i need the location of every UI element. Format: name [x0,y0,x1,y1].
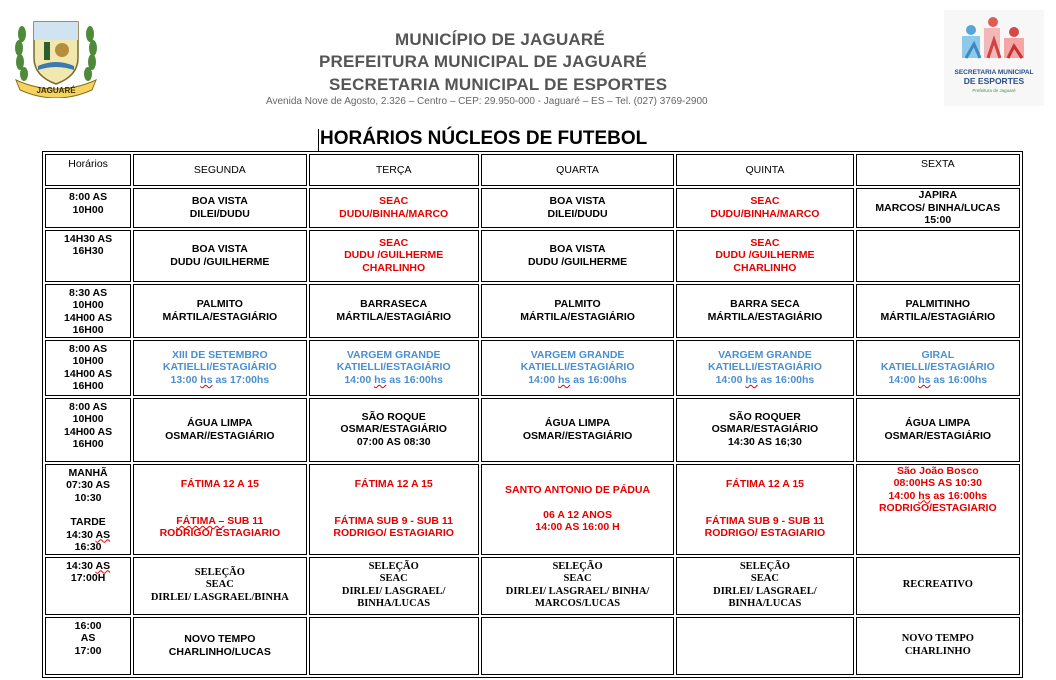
cell-line: DUDU /GUILHERME [170,255,270,268]
cell-line: 10H00 [72,413,104,425]
column-header-horarios: Horários [45,154,131,186]
schedule-cell-sexta [856,464,1020,555]
cell-line: TARDE [70,516,106,528]
cell-line: MÁRTILA/ESTAGIÁRIO [336,310,452,323]
cell-line: FÁTIMA – SUB 11 [176,514,264,527]
cell-line: ÁGUA LIMPA [544,417,611,429]
schedule-cell-quarta [481,464,674,555]
cell-line: KATIELLI/ESTAGIÁRIO [520,361,635,374]
blank-line [678,503,851,515]
cell-line: SEAC [750,573,779,584]
table-row [45,284,1020,338]
cell-line: AS [80,632,96,644]
table-row [45,230,1020,282]
cell-line: DILEI/DUDU [189,207,250,220]
blank-line [483,497,672,509]
cell-line: CHARLINHO [904,645,971,657]
time-cell [45,617,131,675]
cell-line: OSMAR/ESTAGIÁRIO [340,423,447,436]
cell-line: BOA VISTA [549,195,606,208]
cell-line: SELEÇÃO [368,560,419,572]
cell-line: 16:30 [74,541,102,553]
cell-line: SEAC [750,236,780,249]
cell-line: 14H00 AS [64,311,113,324]
time-cell [45,340,131,396]
schedule-cell-quinta [676,398,853,462]
cell-line: SÃO ROQUE [361,410,426,423]
cell-line: 08:00HS AS 10:30 [893,477,982,489]
cell-line: RODRIGO/ ESTAGIARIO [159,527,281,540]
column-header-quinta: QUINTA [676,154,853,186]
cell-line: 10H00 [72,355,104,367]
prefecture-heading: PREFEITURA MUNICIPAL DE JAGUARÉ [319,52,647,71]
cell-line: 14:30 AS [66,528,111,541]
cell-line: KATIELLI/ESTAGIÁRIO [707,361,822,374]
cell-line: SEAC [379,236,409,249]
cell-line: 16H00 [72,438,104,450]
cell-line: 16:00 [74,619,102,632]
cell-line: 15:00 [924,214,952,226]
cell-line: MANHÃ [68,466,108,479]
schedule-cell-quinta [676,230,853,282]
coat-of-arms-icon [10,14,102,98]
table-row [45,188,1020,228]
cell-line: 13:00 hs as 17:00hs [170,373,270,386]
cell-line: OSMAR/ESTAGIÁRIO [884,429,992,442]
schedule-cell-quarta [481,284,674,338]
cell-line: RECREATIVO [902,579,973,591]
cell-line: 10:30 [74,491,102,504]
cell-line: GIRAL [921,348,955,361]
cell-line: 14:00 hs as 16:00hs [888,489,988,502]
cell-line: NOVO TEMPO [184,633,256,645]
cell-line: BOA VISTA [549,243,606,255]
cell-line: MÁRTILA/ESTAGIÁRIO [707,310,823,323]
cell-line: FÁTIMA SUB 9 - SUB 11 [705,514,825,527]
svg-text:JAGUARÉ: JAGUARÉ [36,86,76,95]
cell-line: 07:30 AS [66,479,111,491]
cell-line: DUDU/BINHA/MARCO [339,207,449,220]
schedule-cell-quinta [676,188,853,228]
cell-line: MÁRTILA/ESTAGIÁRIO [162,310,278,323]
cell-line: 8:00 AS [69,191,108,203]
cell-line: BARRASECA [360,298,428,310]
schedule-cell-terca [309,557,479,615]
municipality-heading: MUNICÍPIO DE JAGUARÉ [395,30,605,49]
cell-line: 06 A 12 ANOS [543,508,612,521]
cell-line: SELEÇÃO [194,566,245,578]
cell-line: 14:00 hs as 16:00hs [715,373,815,386]
spellcheck-mark: FÁTIMA – [176,514,225,527]
schedule-cell-segunda [133,188,306,228]
cell-line: MARCOS/ BINHA/LUCAS [875,201,1001,214]
schedule-cell-quinta [676,340,853,396]
schedule-cell-sexta [856,617,1020,675]
cell-line: DILEI/DUDU [547,207,608,220]
cell-line: BARRA SECA [730,298,800,310]
schedule-cell-terca [309,188,479,228]
cell-line: SEAC [750,195,780,208]
cell-line: 14:00 hs as 16:00hs [528,373,627,386]
cell-line: 14H30 AS [64,232,113,245]
cell-line: BOA VISTA [191,195,248,208]
schedule-cell-sexta [856,188,1020,228]
cell-line: 16H00 [72,380,104,392]
sports-secretariat-logo-icon [944,10,1044,106]
time-cell [45,230,131,282]
cell-line: DIRLEI/ LASGRAEL/ BINHA/ [505,585,650,597]
cell-line: RODRIGO/ ESTAGIARIO [333,527,454,540]
cell-line: JAPIRA [918,189,958,201]
cell-line: PALMITO [196,298,243,310]
schedule-cell-terca [309,464,479,555]
document-title: HORÁRIOS NÚCLEOS DE FUTEBOL [320,128,648,149]
time-cell [45,188,131,228]
cell-line: CHARLINHO/LUCAS [168,645,271,658]
schedule-cell-terca [309,230,479,282]
cell-line: BOA VISTA [191,243,248,255]
spellcheck-mark: hs [918,489,931,502]
text-cursor [318,129,319,151]
cell-line: São João Bosco [896,464,979,477]
table-row [45,557,1020,615]
cell-line: VARGEM GRANDE [346,348,441,361]
table-row [45,464,1020,555]
schedule-cell-terca [309,617,479,675]
cell-line: DUDU/BINHA/MARCO [710,207,820,220]
cell-line: DUDU /GUILHERME [715,249,815,262]
cell-line: BINHA/LUCAS [728,598,802,609]
cell-line: DUDU /GUILHERME [527,255,628,268]
cell-line: 10H00 [72,203,104,216]
cell-line: SANTO ANTONIO DE PÁDUA [505,484,651,497]
cell-line: DIRLEI/ LASGRAEL/ [713,585,817,597]
schedule-cell-quarta [481,557,674,615]
spellcheck-mark: AS [95,528,111,541]
cell-line: SEAC [379,195,409,208]
cell-line: MÁRTILA/ESTAGIÁRIO [520,310,635,323]
table-row [45,398,1020,462]
time-cell [45,464,131,555]
cell-line: RODRIGO/ESTAGIARIO [878,502,997,514]
svg-text:Prefeitura de Jaguaré: Prefeitura de Jaguaré [972,88,1016,93]
cell-line: 14:00 AS 16:00 H [535,521,620,534]
svg-text:SECRETARIA MUNICIPAL: SECRETARIA MUNICIPAL [954,69,1034,76]
schedule-cell-quarta [481,398,674,462]
schedule-cell-segunda [133,557,306,615]
cell-line: VARGEM GRANDE [530,348,625,361]
schedule-cell-quinta [676,464,853,555]
table-row [45,340,1020,396]
schedule-cell-quinta [676,557,853,615]
spellcheck-mark: hs [374,373,387,386]
blank-line [135,491,304,503]
schedule-cell-segunda [133,340,306,396]
column-header-segunda: SEGUNDA [133,154,306,186]
cell-line: 14H00 AS [64,425,113,438]
cell-line: CHARLINHO [733,261,797,274]
blank-line [311,491,477,503]
table-row [45,617,1020,675]
column-header-sexta: SEXTA [856,154,1020,186]
cell-line: 8:00 AS [69,400,108,413]
cell-line: VARGEM GRANDE [718,348,812,361]
spellcheck-mark: hs [558,373,571,386]
time-cell [45,284,131,338]
schedule-cell-sexta [856,340,1020,396]
cell-line: 16H00 [72,324,104,336]
cell-line: ÁGUA LIMPA [187,417,253,429]
schedule-cell-segunda [133,230,306,282]
cell-line: 17:00H [70,572,106,584]
cell-line: KATIELLI/ESTAGIÁRIO [162,361,277,374]
cell-line: 14:30 AS [66,559,111,572]
schedule-cell-segunda [133,617,306,675]
spellcheck-mark: hs [200,373,213,386]
cell-line: BINHA/LUCAS [357,598,431,609]
cell-line: ÁGUA LIMPA [905,417,971,429]
cell-line: RODRIGO/ ESTAGIARIO [704,527,826,540]
schedule-cell-segunda [133,464,306,555]
cell-line: OSMAR//ESTAGIÁRIO [522,429,633,442]
cell-line: MARCOS/LUCAS [534,598,621,609]
schedule-cell-sexta [856,284,1020,338]
cell-line: 14H00 AS [64,367,113,380]
cell-line: 14:30 AS 16;30 [728,435,802,448]
schedule-cell-terca [309,398,479,462]
blank-line [47,504,129,516]
cell-line: FÁTIMA SUB 9 - SUB 11 [334,514,453,527]
schedule-cell-quinta [676,617,853,675]
column-header-terca: TERÇA [309,154,479,186]
cell-line: 8:30 AS [69,286,108,299]
schedule-cell-quarta [481,617,674,675]
cell-line: KATIELLI/ESTAGIÁRIO [880,361,995,374]
svg-text:DE ESPORTES: DE ESPORTES [963,76,1025,86]
spellcheck-mark: hs [745,373,758,386]
cell-line: SEAC [379,573,408,584]
blank-line [135,503,304,515]
address-line: Avenida Nove de Agosto, 2.326 – Centro – CEP: 29.950-000 - Jaguaré – ES – Tel. (027) 3769-2900 [266,96,708,107]
schedule-cell-quarta [481,188,674,228]
cell-line: DIRLEI/ LASGRAEL/ [341,585,446,597]
cell-line: 14:00 hs as 16:00hs [888,373,988,386]
time-cell [45,557,131,615]
cell-line: PALMITO [554,298,601,310]
blank-line [311,503,477,515]
cell-line: SEAC [563,573,592,584]
schedule-cell-quinta [676,284,853,338]
cell-line: KATIELLI/ESTAGIÁRIO [336,361,451,374]
schedule-cell-segunda [133,398,306,462]
schedule-cell-sexta [856,557,1020,615]
schedule-cell-terca [309,284,479,338]
cell-line: DUDU /GUILHERME [344,249,444,262]
cell-line: MÁRTILA/ESTAGIÁRIO [880,310,996,323]
header-row [45,154,1020,186]
cell-line: FÁTIMA 12 A 15 [180,478,259,491]
schedule-cell-quarta [481,340,674,396]
schedule-cell-segunda [133,284,306,338]
schedule-cell-sexta [856,230,1020,282]
schedule-cell-quarta [481,230,674,282]
cell-line: OSMAR/ESTAGIÁRIO [711,423,819,436]
cell-line: SÃO ROQUER [729,410,801,423]
cell-line: CHARLINHO [362,261,426,274]
cell-line: NOVO TEMPO [901,633,974,644]
cell-line: 8:00 AS [69,342,108,355]
schedule-cell-sexta [856,398,1020,462]
spellcheck-mark: AS [95,559,111,572]
cell-line: DIRLEI/ LASGRAEL/BINHA [150,591,289,603]
cell-line: OSMAR//ESTAGIÁRIO [165,429,275,442]
cell-line: SELEÇÃO [739,560,791,572]
cell-line: SEAC [205,579,234,591]
time-cell [45,398,131,462]
cell-line: FÁTIMA 12 A 15 [354,478,433,491]
cell-line: 14:00 hs as 16:00hs [344,373,444,386]
blank-line [678,491,851,503]
cell-line: 10H00 [72,299,104,311]
cell-line: FÁTIMA 12 A 15 [725,478,805,491]
cell-line: PALMITINHO [905,298,971,310]
cell-line: SELEÇÃO [552,560,603,572]
schedule-cell-terca [309,340,479,396]
spellcheck-mark: hs [918,373,931,386]
cell-line: 16H30 [72,245,104,257]
cell-line: 17:00 [74,644,102,657]
column-header-quarta: QUARTA [481,154,674,186]
cell-line: XIII DE SETEMBRO [172,348,268,361]
schedule-table [42,151,1023,678]
cell-line: 07:00 AS 08:30 [356,435,431,448]
secretariat-heading: SECRETARIA MUNICIPAL DE ESPORTES [329,75,668,94]
